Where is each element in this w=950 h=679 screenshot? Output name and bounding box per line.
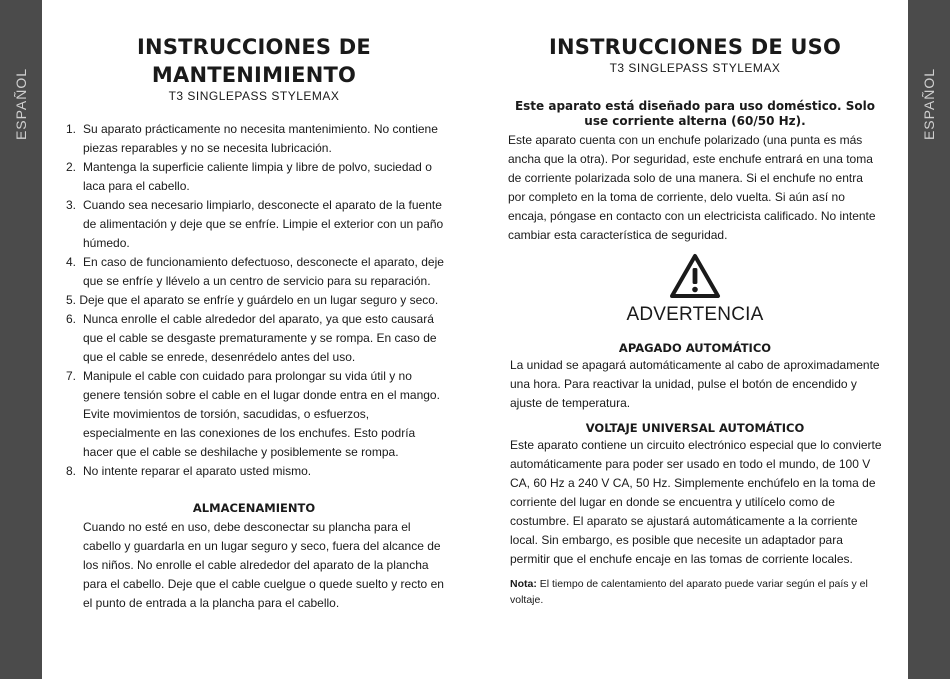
- voltage-heading: VOLTAJE UNIVERSAL AUTOMÁTICO: [585, 421, 805, 435]
- polarized-plug-text: Este aparato cuenta con un enchufe polarizado (una punta es más ancha que la otra). Por seguridad, este enchufe entrará en una toma de corriente polarizada solo de una manera. Si el enchufe no entra por completo en la toma de corriente, delo vuelta. Si aún así no encaja, póngase en contacto con un electricista calificado. No intente cambiar esta característica de seguridad.: [508, 133, 876, 242]
- usage-title: INSTRUCCIONES DE USO: [548, 35, 842, 59]
- maintenance-step: [64, 158, 444, 196]
- left-sidebar: [0, 0, 42, 679]
- usage-section: [508, 0, 882, 608]
- voltage-text: Este aparato contiene un circuito electrónico especial que lo convierte automáticamente para poder ser usado en todo el mundo, de 100 V CA, 60 Hz a 240 V CA, 50 Hz. Simplemente enchúfelo en la toma de corriente del lugar en donde se encuentra y utilícelo como de costumbre. El aparato se ajustará automáticamente a la corriente local. Sin embargo, es posible que necesite un adaptador para permitir que el enchufe encaje en las tomas de corriente locales.: [510, 438, 882, 566]
- storage-text: Cuando no esté en uso, debe desconectar su plancha para el cabello y guardarla en un lugar seguro y seco, fuera del alcance de los niños. No enrolle el cable alrededor del aparato de la plancha para el cabello. Deje que el cable cuelgue o quede suelto y recto en el punto de entrada a la plancha para el cabello.: [83, 520, 444, 610]
- maintenance-title-line1: INSTRUCCIONES DE: [137, 35, 371, 59]
- domestic-use-notice: Este aparato está diseñado para uso doméstico. Solo use corriente alterna (60/50 Hz).: [514, 99, 876, 128]
- auto-off-text: La unidad se apagará automáticamente al cabo de aproximadamente una hora. Para reactivar la unidad, pulse el botón de encendido y ajuste de temperatura.: [510, 358, 880, 410]
- step-number: 4.: [66, 255, 77, 269]
- maintenance-step: [64, 310, 444, 367]
- step-number: 6.: [66, 312, 77, 326]
- maintenance-title: [64, 33, 444, 89]
- maintenance-step: [64, 462, 444, 481]
- step-text: Cuando sea necesario limpiarlo, desconecte el aparato de la fuente de alimentación y deje que se enfríe. Limpie el exterior con un paño húmedo.: [83, 198, 444, 250]
- maintenance-step: [64, 120, 444, 158]
- step-text: En caso de funcionamiento defectuoso, desconecte el aparato, deje que se enfríe y llévelo a un centro de servicio para su reparación.: [83, 255, 444, 288]
- note-text: El tiempo de calentamiento del aparato puede variar según el país y el voltaje.: [510, 578, 868, 606]
- heating-note: [508, 576, 882, 608]
- step-text: Deje que el aparato se enfríe y guárdelo en un lugar seguro y seco.: [79, 293, 439, 307]
- language-label-left: ESPAÑOL: [13, 67, 29, 141]
- maintenance-step: [64, 196, 444, 253]
- maintenance-subtitle: T3 SINGLEPASS STYLEMAX: [168, 89, 340, 103]
- maintenance-title-line2: MANTENIMIENTO: [151, 63, 357, 87]
- warning-block: [508, 253, 882, 326]
- warning-label: ADVERTENCIA: [626, 304, 764, 325]
- auto-off-heading: APAGADO AUTOMÁTICO: [618, 341, 772, 355]
- right-sidebar: [908, 0, 950, 679]
- maintenance-step: [64, 291, 444, 310]
- usage-subtitle: T3 SINGLEPASS STYLEMAX: [609, 61, 781, 75]
- maintenance-step: [64, 367, 444, 462]
- step-number: 7.: [66, 369, 77, 383]
- step-number: 8.: [66, 464, 77, 478]
- step-text: Mantenga la superficie caliente limpia y libre de polvo, suciedad o laca para el cabello.: [83, 160, 432, 193]
- step-number: 1.: [66, 122, 77, 136]
- note-label: Nota:: [510, 578, 537, 590]
- warning-triangle-icon: [669, 253, 721, 299]
- step-text: No intente reparar el aparato usted mismo.: [83, 464, 312, 478]
- step-text: Su aparato prácticamente no necesita mantenimiento. No contiene piezas reparables y no se necesita lubricación.: [83, 122, 438, 155]
- step-number: 5.: [66, 293, 77, 307]
- maintenance-section: [64, 0, 444, 613]
- step-text: Manipule el cable con cuidado para prolongar su vida útil y no genere tensión sobre el cable en el lugar donde entra en el mango. Evite movimientos de torsión, sacudidas, o esfuerzos, especialmente en las conexiones de los enchufes. Esto podría hacer que el cable se deshilache y posiblemente se rompa.: [83, 369, 440, 459]
- maintenance-steps: [64, 120, 444, 481]
- storage-heading: ALMACENAMIENTO: [192, 501, 316, 515]
- language-label-right: ESPAÑOL: [921, 67, 937, 141]
- step-text: Nunca enrolle el cable alrededor del aparato, ya que esto causará que el cable se desgaste prematuramente y se rompa. En caso de que el cable se enrede, desenrédelo antes del uso.: [83, 312, 437, 364]
- step-number: 3.: [66, 198, 77, 212]
- maintenance-step: [64, 253, 444, 291]
- step-number: 2.: [66, 160, 77, 174]
